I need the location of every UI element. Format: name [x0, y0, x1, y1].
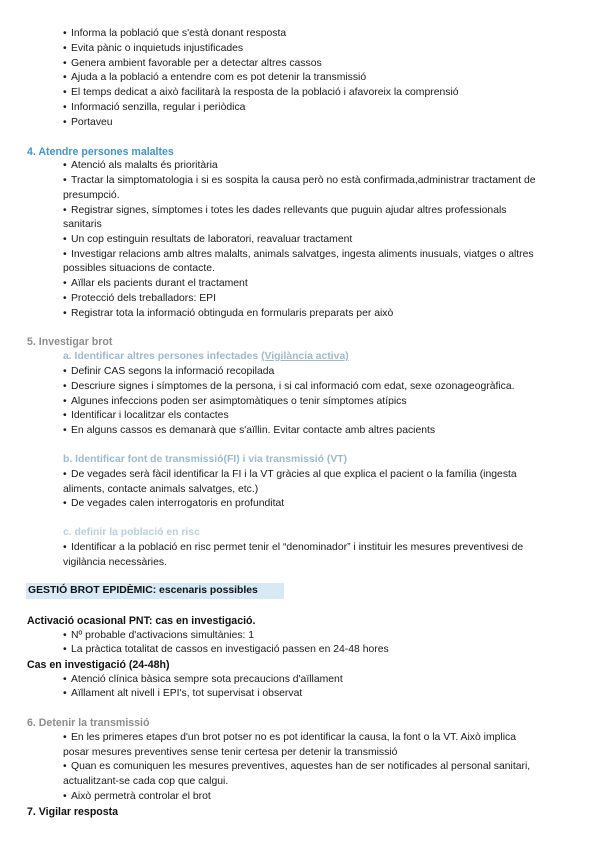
list-item: • Algunes infeccions poden ser asimptomàtiques o tenir símptomes atípics — [63, 396, 407, 407]
list-item: • Registrar tota la informació obtinguda en formularis preparats per això — [63, 308, 394, 319]
list-item: • Nº probable d'activacions simultànies: 1 — [63, 630, 255, 641]
list-item: • Genera ambient favorable per a detectar altres cassos — [63, 58, 322, 69]
list-item: • Tractar la simptomatologia i si es sospita la causa però no està confirmada,administrar tractament de — [63, 175, 536, 186]
list-item: • De vegades serà fàcil identificar la FI i la VT gràcies al que explica el pacient o la família (ingesta — [63, 469, 517, 480]
scenario-heading: Cas en investigació (24-48h) — [27, 659, 170, 671]
list-item: • Aïllament alt nivell i EPI's, tot supervisat i observat — [63, 688, 303, 699]
list-item: • Definir CAS segons la informació recopilada — [63, 366, 275, 377]
list-item: • Això permetrà controlar el brot — [63, 791, 211, 802]
list-item: • Identificar a la població en risc permet tenir el “denominador” i instituir les mesures preventivesi de — [63, 542, 524, 553]
scenario-heading: Activació ocasional PNT: cas en investigació. — [27, 615, 256, 627]
list-item: • Descriure signes i símptomes de la persona, i si cal informació com edat, sexe ozonageogràfica. — [63, 381, 515, 392]
list-item-continuation: posar mesures preventives sense tenir certesa per detenir la transmissió — [63, 747, 398, 758]
list-item: • Un cop estinguin resultats de laboratori, reavaluar tractament — [63, 234, 353, 245]
list-item: • Protecció dels treballadors: EPI — [63, 293, 216, 304]
list-item-continuation: actualitzant-se cada cop que calgui. — [63, 776, 229, 787]
subsection-heading: b. Identificar font de transmissió(FI) i via transmissió (VT) — [63, 454, 348, 465]
list-item-continuation: presumpció. — [63, 190, 120, 201]
list-item: • Ajuda a la població a entendre com es pot detenir la transmissió — [63, 72, 367, 83]
list-item: • Atenció als malalts és prioritària — [63, 160, 218, 171]
list-item: • Quan es comuniquen les mesures preventives, aquestes han de ser notificades al personal sanitari, — [63, 761, 531, 772]
section-heading: 7. Vigilar resposta — [27, 806, 119, 818]
list-item-continuation: possibles situacions de contacte. — [63, 263, 215, 274]
list-item: • Portaveu — [63, 117, 113, 128]
list-item: • Registrar signes, símptomes i totes les dades rellevants que puguin ajudar altres professionals — [63, 205, 507, 216]
section-heading: 5. Investigar brot — [27, 336, 113, 348]
list-item: • La pràctica totalitat de cassos en investigació passen en 24-48 hores — [63, 644, 389, 655]
list-item: • Informació senzilla, regular i periòdica — [63, 102, 246, 113]
list-item: • Atenció clínica bàsica sempre sota precaucions d'aïllament — [63, 674, 343, 685]
section-banner: GESTIÓ BROT EPIDÈMIC: escenaris possibles — [26, 583, 284, 599]
list-item-continuation: aliments, contacte animals salvatges, etc.) — [63, 484, 259, 495]
list-item-continuation: vigilància necessàries. — [63, 557, 167, 568]
list-item-continuation: sanitaris — [63, 219, 102, 230]
subsection-heading: c. definir la població en risc — [63, 527, 200, 538]
vigilancia-activa-link[interactable]: (Vigilància activa) — [261, 351, 349, 362]
subsection-heading: a. Identificar altres persones infectades (Vigilància activa) — [63, 351, 349, 362]
list-item: • Evita pànic o inquietuds injustificades — [63, 43, 244, 54]
section-heading: 4. Atendre persones malaltes — [27, 146, 174, 158]
list-item: • En les primeres etapes d'un brot potser no es pot identificar la causa, la font o la VT. Això implica — [63, 732, 516, 743]
list-item: • Aïllar els pacients durant el tractament — [63, 278, 248, 289]
section-heading: 6. Detenir la transmissió — [27, 717, 150, 729]
list-item: • Investigar relacions amb altres malalts, animals salvatges, ingesta aliments inusuals, viatges o altres — [63, 249, 534, 260]
list-item: • El temps dedicat a això facilitarà la resposta de la població i afavoreix la comprensió — [63, 87, 459, 98]
list-item: • Informa la població que s'està donant resposta — [63, 28, 287, 39]
list-item: • Identificar i localitzar els contactes — [63, 410, 229, 421]
list-item: • De vegades calen interrogatoris en profunditat — [63, 498, 285, 509]
list-item: • En alguns cassos es demanarà que s'aïllin. Evitar contacte amb altres pacients — [63, 425, 436, 436]
